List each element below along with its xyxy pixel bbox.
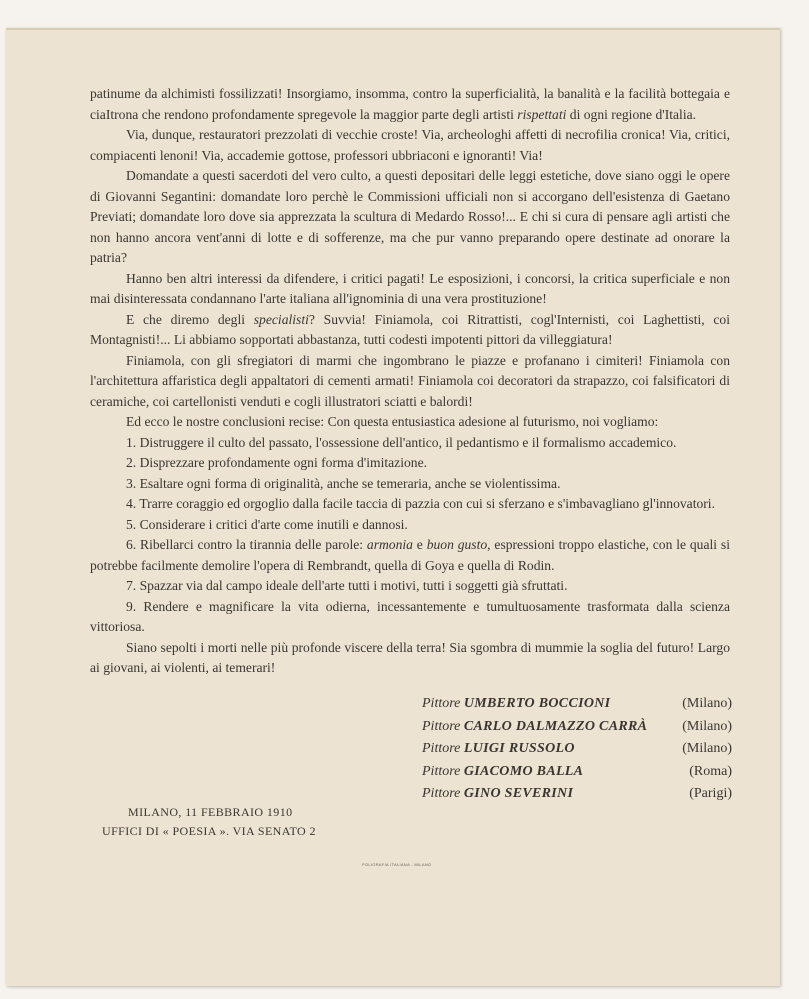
text-run: di ogni regione d'Italia.: [566, 106, 697, 122]
conclusions-list: [90, 433, 730, 638]
signature-row: [422, 761, 732, 784]
italic-text-run: rispettati: [517, 106, 567, 122]
signature-row: [422, 738, 732, 761]
text-run: Siano sepolti i morti nelle più profonde viscere della terra! Sia sgombra di mummie la soglia del futuro! Largo ai giovani, ai violenti, ai temerari!: [90, 639, 730, 675]
text-run: 4. Trarre coraggio ed orgoglio dalla facile taccia di pazzia con cui si sferzano e s'imbavagliano gl'innovatori.: [126, 496, 715, 511]
text-run: Finiamola, con gli sfregiatori di marmi che ingombrano le piazze e profanano i cimiteri! Finiamola con l'architettura affaristica degli appaltatori di cementi armati! Finiamola coi decoratori da strapazzo, coi falsificatori di ceramiche, coi cartellonisti venduti e cogli illustratori sciatti e balordi!: [90, 352, 730, 409]
text-run: , espressioni troppo elastiche, con le quali si potrebbe facilmente demolire l'opera di Rembrandt, quella di Goya e quella di Rodin.: [90, 537, 730, 573]
text-run: Ed ecco le nostre conclusioni recise: Con questa entusiastica adesione al futurismo, noi vogliamo:: [126, 414, 659, 429]
signatory: [422, 761, 583, 784]
signatory-title: Pittore: [422, 696, 461, 711]
dateline-place-date: MILANO, 11 FEBBRAIO 1910: [128, 805, 293, 819]
signatory-title: Pittore: [422, 741, 461, 756]
body-paragraph: [90, 125, 730, 166]
text-run: Hanno ben altri interessi da difendere, i critici pagati! Le esposizioni, i concorsi, la critica superficiale e non mai disinteressata condannano l'arte italiana all'ignominia di una vera prostituzione!: [90, 270, 730, 306]
text-run: 1. Distruggere il culto del passato, l'ossessione dell'antico, il pedantismo e il formalismo accademico.: [126, 434, 677, 450]
body-paragraph: [90, 269, 730, 310]
text-run: Via, dunque, restauratori prezzolati di vecchie croste! Via, archeologhi affetti di necrofilia cronica! Via, critici, compiacenti lenoni! Via, accademie gottose, professori ubbriaconi e ignoranti! Via!: [90, 127, 730, 163]
signatory-name: GINO SEVERINI: [463, 786, 574, 801]
text-run: Domandate a questi sacerdoti del vero culto, a questi depositari delle leggi estetiche, dove siano oggi le opere di Giovanni Segantini: domandate loro perchè le Commissioni ufficiali non si accorgano dell'esistenza di Gaetano Previati; domandate loro dove sia apprezzata la scultura di Medardo Rosso!... E chi si cura di pensare agli artisti che non hanno ancora vent'anni di lotte e di sofferenze, ma che pur vanno preparando opere destinate ad onorare la patria?: [90, 168, 730, 265]
signatory-name: UMBERTO BOCCIONI: [463, 696, 611, 711]
signatory-name: LUIGI RUSSOLO: [463, 741, 575, 756]
body-paragraph: [90, 84, 730, 125]
body-paragraph: [90, 166, 730, 269]
conclusion-item: [90, 494, 730, 515]
conclusion-item: [90, 576, 730, 597]
conclusion-item: [90, 515, 730, 536]
conclusion-item: [90, 597, 730, 638]
signatory-city: (Milano): [682, 696, 732, 711]
conclusion-item: [90, 474, 730, 495]
text-run: ? Suvvia! Finiamola, coi Ritrattisti, cogl'Internisti, coi Laghettisti, coi Montagnisti!... Li abbiamo sopportati abbastanza, tutti codesti impotenti pittori da villeggiatura!: [90, 311, 730, 347]
body-paragraph: [90, 351, 730, 413]
body-paragraph: [90, 412, 730, 433]
printer-imprint: POLIGRAFIA ITALIANA - MILANO: [362, 862, 432, 867]
manifesto-page: [6, 28, 780, 986]
signatory-name: CARLO DALMAZZO CARRÀ: [463, 718, 648, 734]
signatory: [422, 738, 575, 761]
dateline-office-address: UFFICI DI « POESIA ». VIA SENATO 2: [102, 824, 316, 838]
paragraph-list: [90, 84, 730, 433]
conclusion-item: [90, 535, 730, 576]
signatory-title: Pittore: [422, 786, 461, 801]
italic-text-run: armonia: [366, 537, 413, 552]
signature-row: [422, 693, 732, 716]
body-paragraph: [90, 310, 730, 351]
text-run: 3. Esaltare ogni forma di originalità, anche se temeraria, anche se violentissima.: [126, 475, 561, 491]
italic-text-run: specialisti: [253, 311, 309, 327]
signatory-city: (Milano): [682, 741, 732, 756]
signatory: [422, 716, 647, 739]
text-run: e: [412, 537, 427, 552]
signature-row: [422, 716, 732, 739]
dateline: [102, 803, 316, 841]
signatory: [422, 693, 610, 716]
signature-row: [422, 783, 732, 806]
signatory-title: Pittore: [422, 763, 461, 779]
text-run: 7. Spazzar via dal campo ideale dell'arte tutti i motivi, tutti i soggetti già sfruttati.: [126, 578, 568, 593]
closing-paragraph: [90, 638, 730, 679]
signatory-city: (Milano): [682, 718, 732, 734]
signatory-city: (Roma): [689, 763, 732, 779]
italic-text-run: buon gusto: [426, 537, 488, 552]
text-run: 5. Considerare i critici d'arte come inutili e dannosi.: [126, 516, 408, 532]
signature-block: [422, 693, 732, 806]
text-run: patinume da alchimisti fossilizzati! Insorgiamo, insomma, contro la superficialità, la banalità e la facilità bottegaia e ciaItrona che rendono profondamente spregevole la maggior parte degli artisti: [90, 86, 730, 122]
signatory-name: GIACOMO BALLA: [463, 763, 584, 779]
conclusion-item: [90, 453, 730, 474]
signatory: [422, 783, 573, 806]
text-run: 6. Ribellarci contro la tirannia delle parole:: [126, 537, 367, 552]
text-run: 2. Disprezzare profondamente ogni forma d'imitazione.: [126, 455, 428, 470]
conclusion-item: [90, 433, 730, 454]
text-run: 9. Rendere e magnificare la vita odierna, incessantemente e tumultuosamente trasformata dalla scienza vittoriosa.: [90, 598, 730, 634]
signatory-title: Pittore: [422, 718, 461, 734]
text-run: E che diremo degli: [126, 311, 254, 327]
signatory-city: (Parigi): [689, 786, 732, 801]
manifesto-body: [90, 84, 730, 679]
